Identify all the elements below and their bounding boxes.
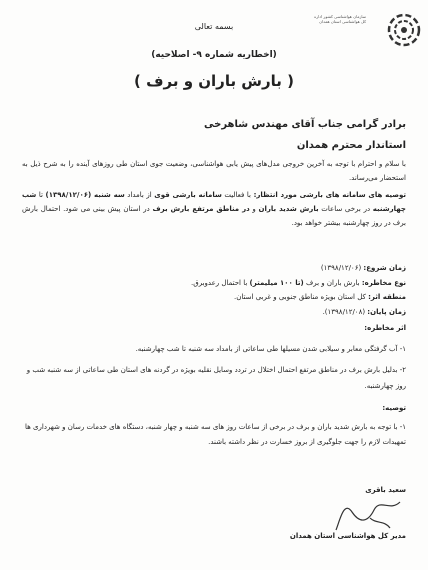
effect-item-2: ۲- بدلیل بارش برف در مناطق مرتفع احتمال اختلال در تردد وسایل نقلیه بویژه در گردنه های استان طی ساعاتی از سه شنبه شب و روز چهارشنبه. <box>26 366 406 390</box>
notice-title: ( بارش باران و برف ) <box>134 72 294 90</box>
description-highlight: بارش شدید باران <box>258 205 319 213</box>
hazard-type-line <box>22 277 406 290</box>
description-highlight: شب چهارشنبه <box>22 191 406 213</box>
description-text: و <box>249 205 259 213</box>
logo-text: سازمان هواشناسی کشور اداره کل هواشناسی استان همدان <box>314 14 366 24</box>
impact-region-value: کل استان بویژه مناطق جنوبی و غربی استان. <box>234 293 369 301</box>
hazard-type-label: نوع مخاطره: <box>361 279 406 287</box>
effect-item-1: ۱- آب گرفتگی معابر و سیلابی شدن مسیلها طی ساعاتی از بامداد سه شنبه تا شب چهارشنبه. <box>135 345 406 353</box>
signatory-name: سعید باقری <box>365 486 406 494</box>
signatory-title: مدیر کل هواشناسی استان همدان <box>289 532 406 540</box>
description-text: با فعالیت <box>221 191 254 199</box>
hazard-type-highlight: (تا ۱۰۰ میلیمتر) <box>249 279 304 287</box>
description-paragraph <box>22 188 406 230</box>
start-time-label: زمان شروع: <box>363 264 406 272</box>
description-text: در برخی ساعات <box>318 205 373 213</box>
impact-region-label: منطقه اثر: <box>368 293 406 301</box>
start-time-line <box>22 262 406 275</box>
description-highlight: سامانه بارشی قوی <box>154 191 222 199</box>
recommendation-heading: توصیه: <box>382 404 406 412</box>
recommendation-item-1: ۱- با توجه به بارش شدید باران و برف در برخی از ساعات روز های سه شنبه و چهار شنبه، دستگاه های خدمات رسان و شهرداری ها تمهیدات لازم را جهت جلوگیری از بروز خسارت در نظر داشته باشند. <box>24 423 406 446</box>
description-text: در استان پیش بینی می شود. احتمال بارش برف در روز چهارشنبه بیشتر خواهد بود. <box>22 205 406 227</box>
notice-subtitle: (اخطاریه شماره ۹- اصلاحیه) <box>151 50 277 60</box>
impact-region-line <box>22 291 406 304</box>
meteorology-logo-icon <box>368 10 424 50</box>
basmala: بسمه تعالی <box>194 22 234 31</box>
description-label: توصیه های سامانه های بارشی مورد انتظار: <box>253 191 406 199</box>
end-time-value: (۱۳۹۸/۱۲/۰۸). <box>322 308 368 316</box>
hazard-type-tail: با احتمال رعدوبرق. <box>191 279 250 287</box>
intro-paragraph: با سلام و احترام با توجه به آخرین خروجی مدل‌های پیش یابی هواشناسی، وضعیت جوی استان طی روزهای آینده را به شرح ذیل به استحضار می‌رساند. <box>22 160 406 182</box>
description-text: از بامداد <box>124 191 155 199</box>
description-highlight: سه شنبه (۱۳۹۸/۱۲/۰۶) <box>45 191 125 199</box>
effects-heading: اثر مخاطره: <box>364 324 406 332</box>
description-text: تا <box>36 191 46 199</box>
end-time-line <box>22 306 406 319</box>
end-time-label: زمان پایان: <box>367 308 406 316</box>
addressee-line-2: استاندار محترم همدان <box>296 140 406 151</box>
description-highlight: در مناطق مرتفع بارش برف <box>152 205 250 213</box>
addressee-line-1: برادر گرامی جناب آقای مهندس شاهرخی <box>204 119 406 130</box>
hazard-type-text: بارش باران و برف <box>303 279 362 287</box>
start-time-value: (۱۳۹۸/۱۲/۰۶) <box>320 264 364 272</box>
